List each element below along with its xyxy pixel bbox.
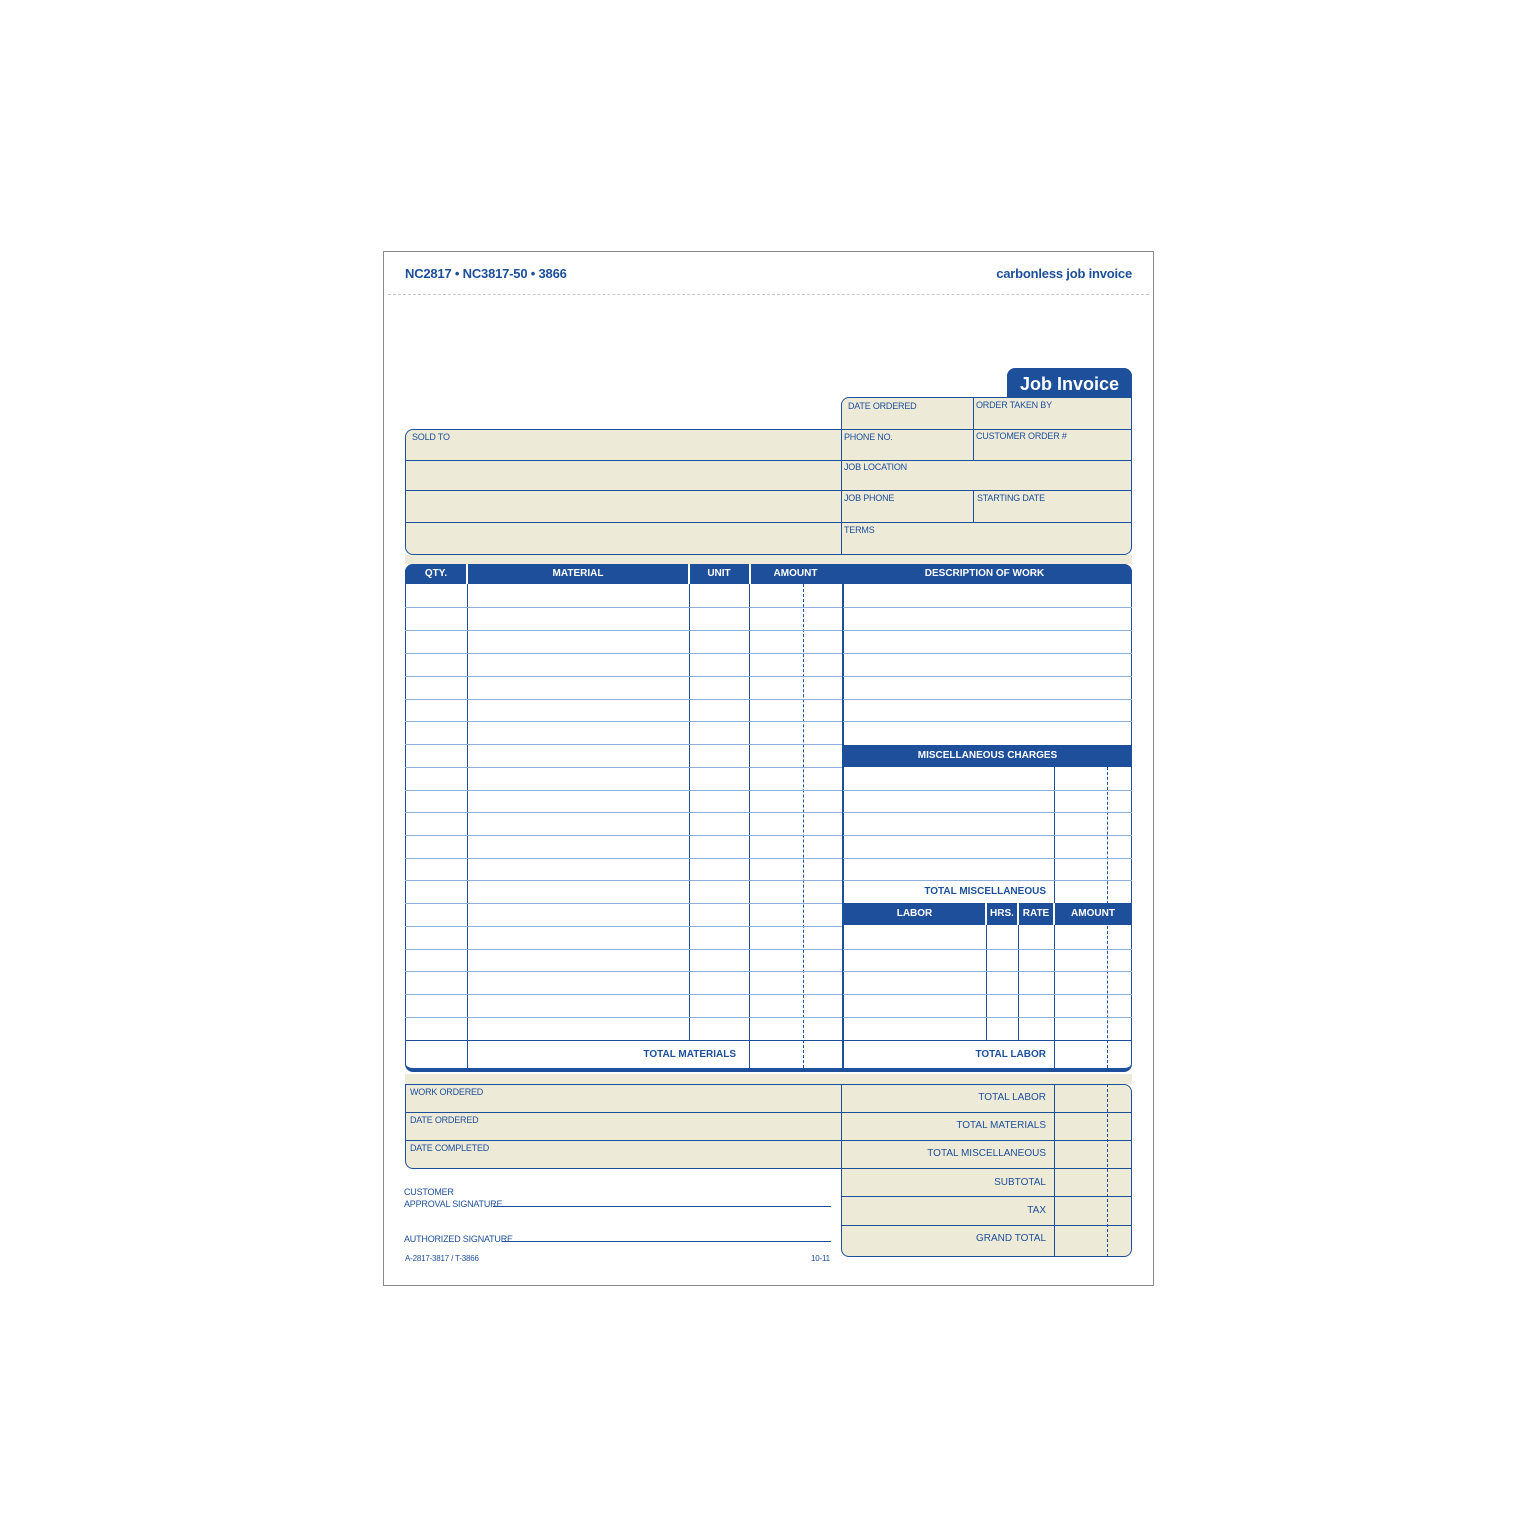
customer-signature-line[interactable] xyxy=(493,1206,831,1207)
totals-total-materials: TOTAL MATERIALS xyxy=(956,1120,1046,1131)
misc-charges-label: MISCELLANEOUS CHARGES xyxy=(917,750,1058,761)
terms-field[interactable]: TERMS xyxy=(844,525,875,535)
authorized-signature-label: AUTHORIZED SIGNATURE xyxy=(404,1234,513,1244)
materials-header xyxy=(405,564,842,584)
totals-subtotal: SUBTOTAL xyxy=(994,1177,1046,1188)
order-taken-by-field[interactable]: ORDER TAKEN BY xyxy=(976,400,1052,410)
description-header xyxy=(843,564,1132,584)
customer-order-field[interactable]: CUSTOMER ORDER # xyxy=(976,431,1067,441)
amount-header: AMOUNT xyxy=(773,568,818,579)
separator-strip-2 xyxy=(405,1074,1132,1084)
job-location-field[interactable]: JOB LOCATION xyxy=(844,462,907,472)
order-info-box xyxy=(841,397,1132,555)
labor-col-header: LABOR xyxy=(896,908,933,919)
material-header: MATERIAL xyxy=(552,568,604,579)
totals-total-labor: TOTAL LABOR xyxy=(978,1092,1046,1103)
work-ordered-field[interactable]: WORK ORDERED xyxy=(410,1087,484,1097)
perforation-line xyxy=(388,294,1149,295)
sold-to-label: SOLD TO xyxy=(412,432,450,442)
customer-signature-label-1: CUSTOMER xyxy=(404,1187,454,1197)
authorized-signature-line[interactable] xyxy=(502,1241,831,1242)
revision-code: 10-11 xyxy=(811,1254,830,1263)
unit-header: UNIT xyxy=(707,568,731,579)
starting-date-field[interactable]: STARTING DATE xyxy=(977,493,1045,503)
form-code: A-2817-3817 / T-3866 xyxy=(405,1254,479,1263)
product-codes: NC2817 • NC3817-50 • 3866 xyxy=(405,266,567,281)
customer-signature-label-2: APPROVAL SIGNATURE xyxy=(404,1199,503,1209)
hrs-col-header: HRS. xyxy=(990,908,1014,919)
totals-box xyxy=(841,1084,1132,1257)
labor-header xyxy=(843,903,1132,925)
title-tab xyxy=(1007,368,1132,400)
total-labor-label: TOTAL LABOR xyxy=(975,1049,1046,1060)
misc-charges-header xyxy=(843,745,1132,767)
totals-total-misc: TOTAL MISCELLANEOUS xyxy=(927,1148,1046,1159)
main-table xyxy=(405,564,1132,1072)
job-phone-field[interactable]: JOB PHONE xyxy=(844,493,895,503)
date-ordered-field[interactable]: DATE ORDERED xyxy=(848,401,917,411)
product-name: carbonless job invoice xyxy=(996,266,1132,281)
rate-col-header: RATE xyxy=(1022,908,1050,919)
date-completed-field[interactable]: DATE COMPLETED xyxy=(410,1143,490,1153)
totals-tax: TAX xyxy=(1027,1205,1046,1216)
separator-strip xyxy=(405,555,1132,564)
amount-col-header: AMOUNT xyxy=(1071,908,1115,919)
sold-to-box[interactable] xyxy=(405,429,842,555)
phone-no-field[interactable]: PHONE NO. xyxy=(844,432,893,442)
work-date-ordered-field[interactable]: DATE ORDERED xyxy=(410,1115,479,1125)
total-misc-label: TOTAL MISCELLANEOUS xyxy=(924,886,1046,897)
totals-grand-total: GRAND TOTAL xyxy=(975,1233,1046,1244)
qty-header: QTY. xyxy=(424,568,448,579)
page-title: Job Invoice xyxy=(1019,374,1120,394)
total-materials-label: TOTAL MATERIALS xyxy=(643,1049,736,1060)
description-of-work-label: DESCRIPTION OF WORK xyxy=(924,568,1045,579)
